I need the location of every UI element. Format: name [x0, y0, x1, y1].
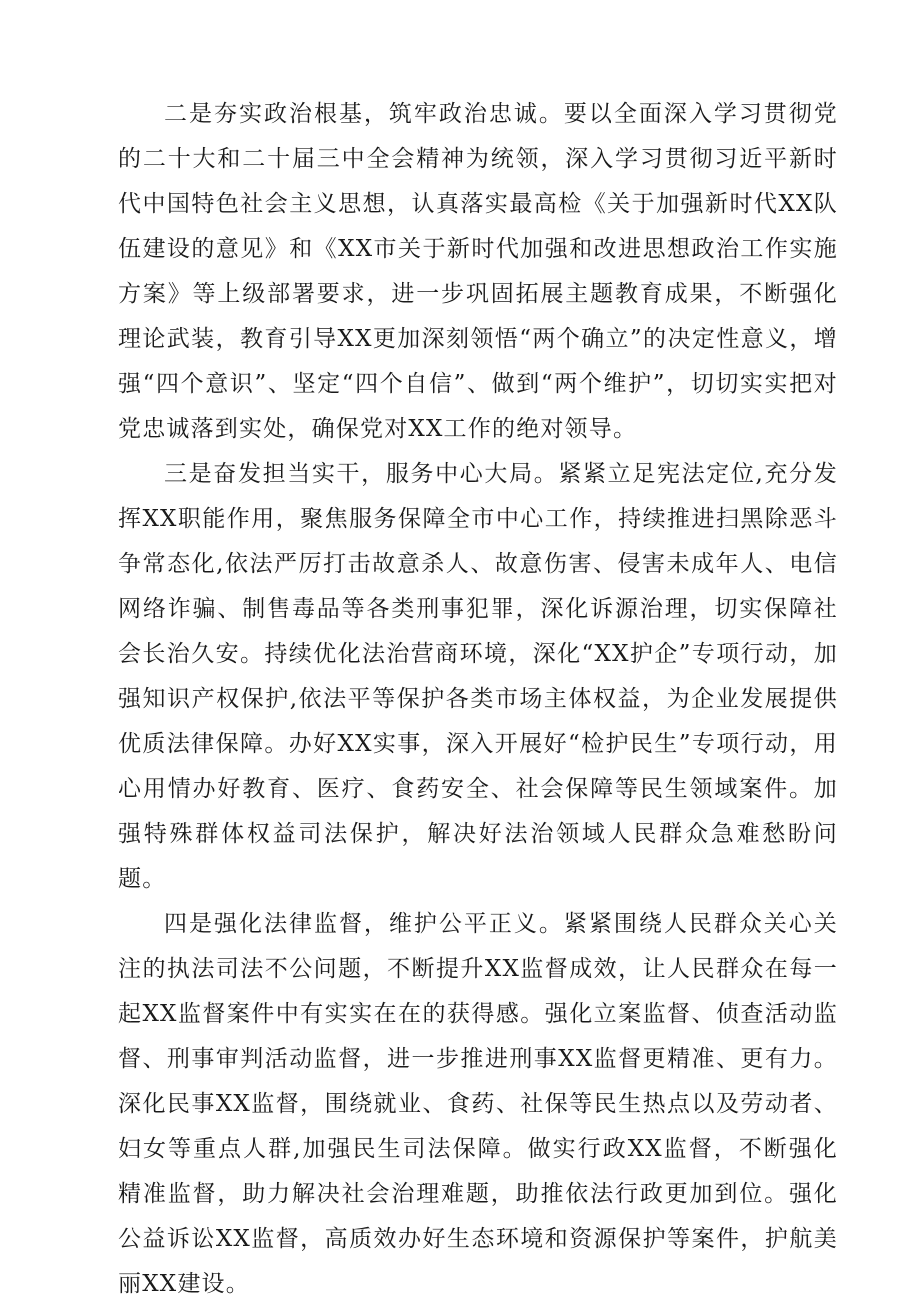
document-body [118, 92, 838, 1307]
paragraph-serve-center: 三是奋发担当实干，服务中心大局。紧紧立足宪法定位,充分发挥XX职能作用，聚焦服务保障全市中心工作，持续推进扫黑除恶斗争常态化,依法严厉打击故意杀人、故意伤害、侵害未成年人、电信网络诈骗、制售毒品等各类刑事犯罪，深化诉源治理，切实保障社会长治久安。持续优化法治营商环境，深化“XX护企”专项行动，加强知识产权保护,依法平等保护各类市场主体权益，为企业发展提供优质法律保障。办好XX实事，深入开展好“检护民生”专项行动，用心用情办好教育、医疗、食药安全、社会保障等民生领域案件。加强特殊群体权益司法保护，解决好法治领域人民群众急难愁盼问题。 [118, 461, 838, 892]
paragraph-political-foundation: 二是夯实政治根基，筑牢政治忠诚。要以全面深入学习贯彻党的二十大和二十届三中全会精神为统领，深入学习贯彻习近平新时代中国特色社会主义思想，认真落实最高检《关于加强新时代XX队伍建设的意见》和《XX市关于新时代加强和改进思想政治工作实施方案》等上级部署要求，进一步巩固拓展主题教育成果，不断强化理论武装，教育引导XX更加深刻领悟“两个确立”的决定性意义，增强“四个意识”、坚定“四个自信”、做到“两个维护”，切切实实把对党忠诚落到实处，确保党对XX工作的绝对领导。 [118, 101, 838, 442]
paragraph-legal-supervision: 四是强化法律监督，维护公平正义。紧紧围绕人民群众关心关注的执法司法不公问题，不断提升XX监督成效，让人民群众在每一起XX监督案件中有实实在在的获得感。强化立案监督、侦查活动监督、刑事审判活动监督，进一步推进刑事XX监督更精准、更有力。深化民事XX监督，围绕就业、食药、社保等民生热点以及劳动者、妇女等重点人群,加强民生司法保障。做实行政XX监督，不断强化精准监督，助力解决社会治理难题，助推依法行政更加到位。强化公益诉讼XX监督，高质效办好生态环境和资源保护等案件，护航美丽XX建设。 [118, 911, 838, 1297]
